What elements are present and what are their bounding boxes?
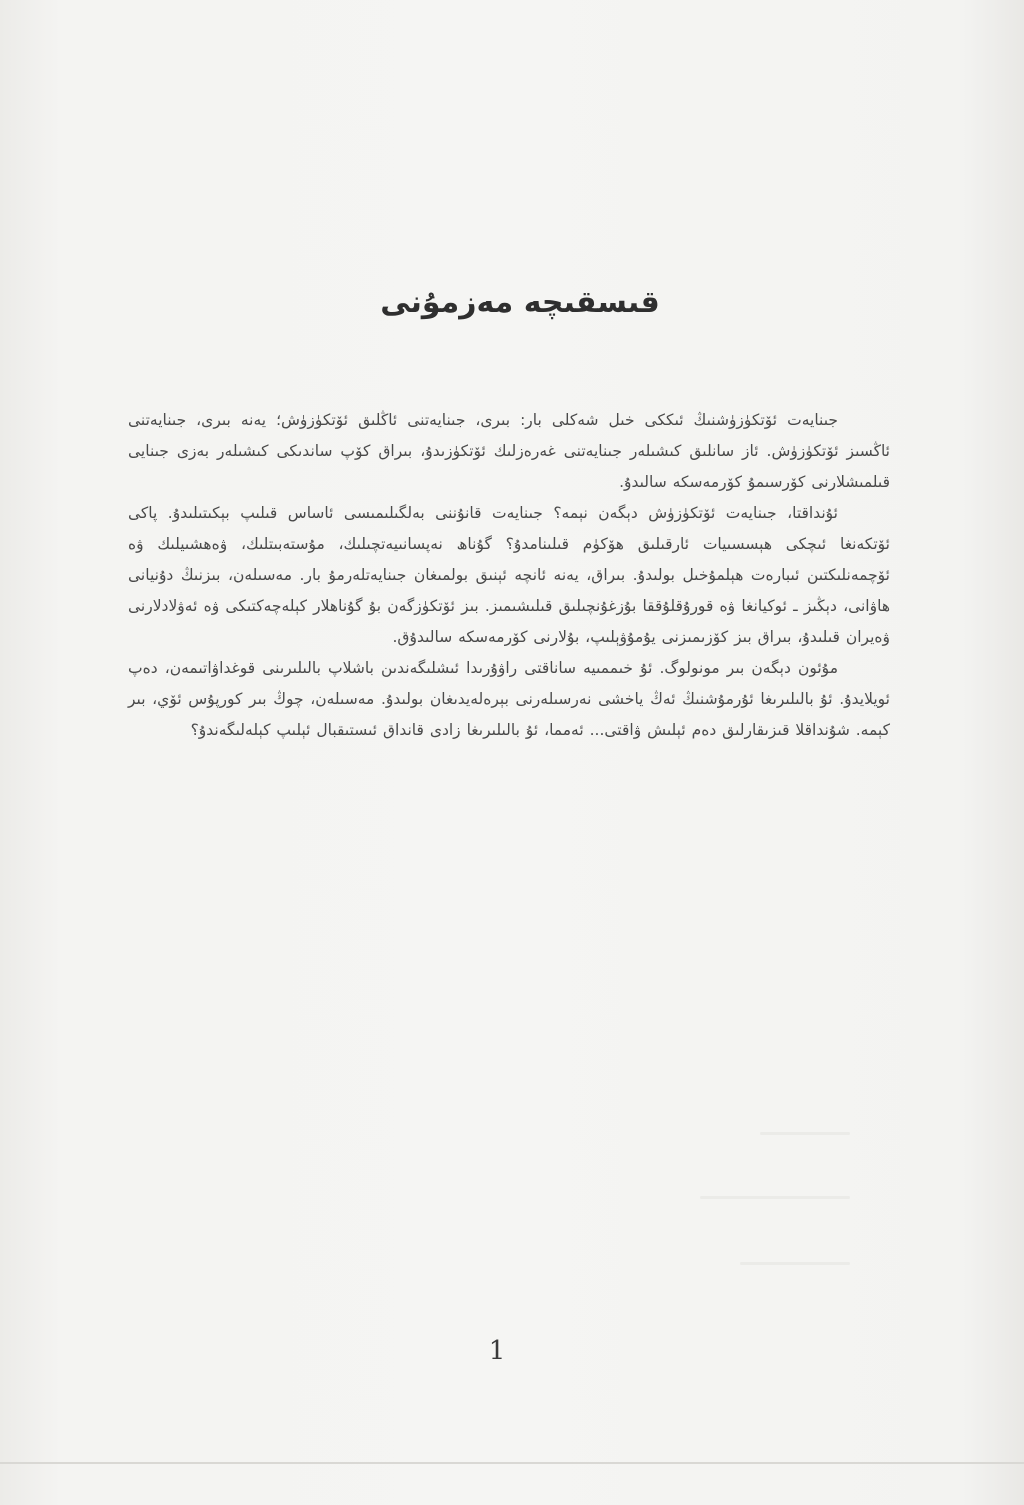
paragraph-1: جىنايەت ئۆتكۈزۈشنىڭ ئىككى خىل شەكلى بار: بىرى، جىنايەتنى ئاڭلىق ئۆتكۈزۈش؛ يەنە بىرى، جىنايەتنى ئاڭسىز ئۆتكۈزۈش. ئاز سانلىق كىشىلەر جىنايەتنى غەرەزلىك ئۆتكۈزىدۇ، بىراق كۆپ ساندىكى كىشىلەر بەزى جىنايى قىلمىشلارنى كۆرسىمۇ كۆرمەسكە سالىدۇ. [128, 411, 890, 491]
page-title: قىسقىچە مەزمۇنى [380, 285, 660, 320]
paragraph-2: ئۇنداقتا، جىنايەت ئۆتكۈزۈش دېگەن نېمە؟ جىنايەت قانۇننى بەلگىلىمىسى ئاساس قىلىپ بېكىتىلىدۇ. پاكى ئۆتكەنغا ئىچكى ھېسسىيات ئارقىلىق ھۆكۈم قىلىنامدۇ؟ گۇناھ نەپسانىيەتچىلىك، مۇستەبىتلىك، ۋەھشىيلىك ۋە ئۆچمەنلىكتىن ئىبارەت ھېلمۇخىل بولىدۇ. بىراق، يەنە ئانچە ئېنىق بولمىغان جىنايەتلەرمۇ بار. مەسىلەن، بىزنىڭ دۇنيانى ھاۋانى، دېڭىز ـ ئوكيانغا ۋە قورۇقلۇققا بۇزغۇنچىلىق قىلىشىمىز. بىز ئۆتكۈزگەن بۇ گۇناھلار كېلەچەكتىكى ۋە ئەۋلادلارنى ۋەيران قىلىدۇ، بىراق بىز كۆزىمىزنى يۇمۇۋېلىپ، بۇلارنى كۆرمەسكە سالىدۇق. [128, 504, 890, 646]
body-text [128, 405, 890, 746]
bleed-through-mark [760, 1132, 850, 1135]
bleed-through-mark [700, 1196, 850, 1199]
bleed-through-mark [740, 1262, 850, 1265]
paragraph-3: مۇئون دېگەن بىر مونولوگ. ئۇ خىممىيە ساناقتى راۋۇرىدا ئىشلىگەندىن باشلاپ بالىلىرىنى قوغداۋاتىمەن، دەپ ئويلايدۇ. ئۇ بالىلىرىغا ئۇرمۇشنىڭ ئەڭ ياخشى نەرسىلەرنى بېرەلەيدىغان بولىدۇ. مەسىلەن، چوڭ بىر كورپۇس ئۆي، بىر كېمە. شۇنداقلا قىزىقارلىق دەم ئېلىش ۋاقتى... ئەمما، ئۇ بالىلىرىغا زادى قانداق ئىستىقبال ئېلىپ كېلەلىگەندۇ؟ [128, 659, 890, 739]
page-bottom-edge [0, 1462, 1024, 1464]
page-number: 1 [488, 1336, 506, 1366]
